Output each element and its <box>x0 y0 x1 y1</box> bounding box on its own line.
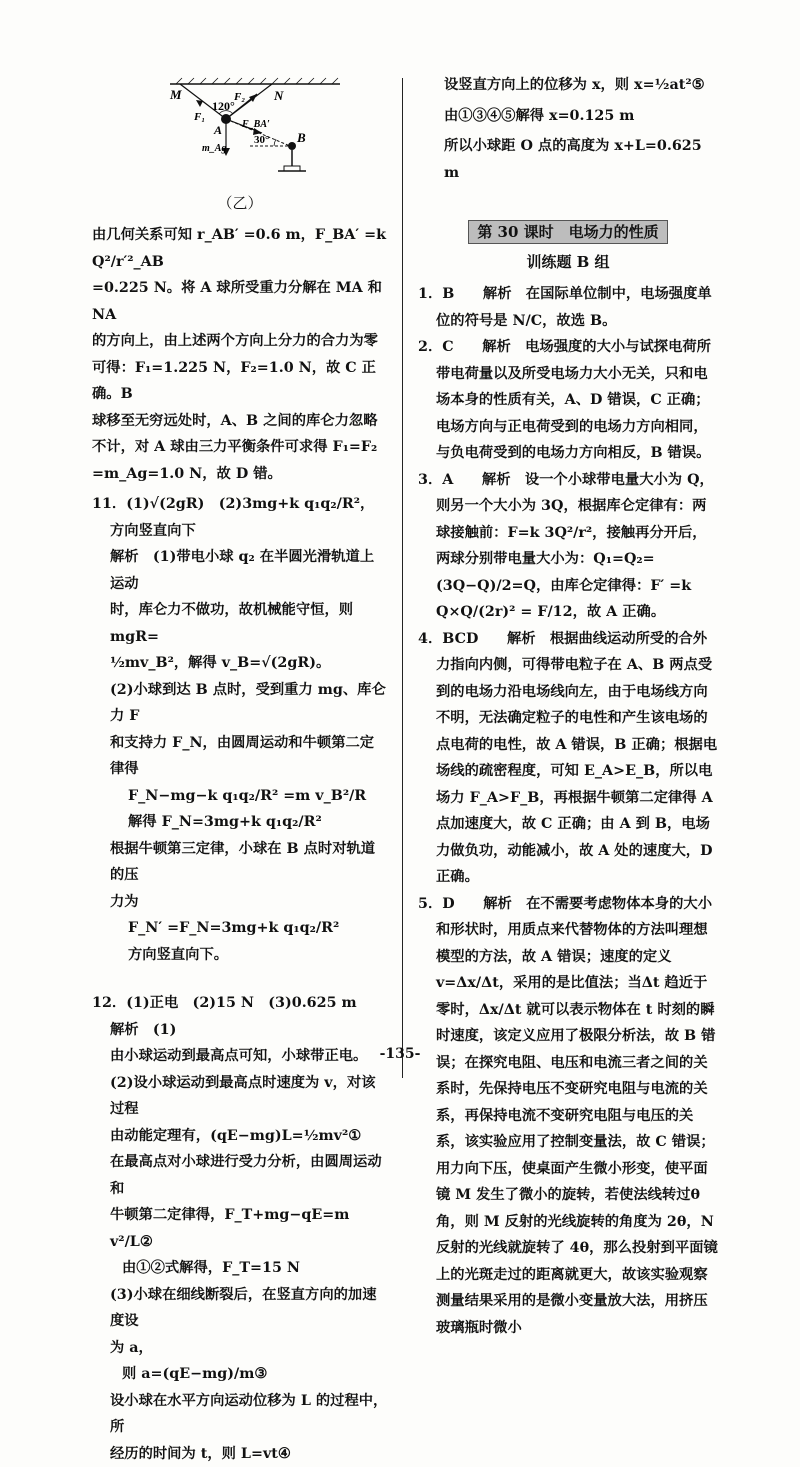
figure-caption: （乙） <box>92 190 388 217</box>
text-line: 解析 (1)带电小球 q₂ 在半圆光滑轨道上运动 <box>92 544 388 597</box>
label-FBA: F_BA′ <box>241 119 270 130</box>
text-line: 由①③④⑤解得 x=0.125 m <box>418 103 718 130</box>
answer-item: 4．BCD 解析 根据曲线运动所受的合外力指向内侧，可得带电粒子在 A、B 两点受到的电场力沿电场线向左，由于电场线方向不明，无法确定粒子的电性和产生该电场的点电荷的电性，故 A 错误，B 正确；根据电场线的疏密程度，可知 E_A>E_B，所以电场力 F_A>F_B，再根据牛顿第二定律得 A 点加速度大，故 C 正确；由 A 到 B，电场力做负功，动能减小，故 A 处的速度大，D 正确。 <box>418 626 718 891</box>
force-diagram <box>92 72 388 222</box>
equation-line: F_N−mg−k q₁q₂/R² =m v_B²/R <box>92 783 388 810</box>
question-12-answer: 12．(1)正电 (2)15 N (3)0.625 m 解析 (1) <box>92 990 388 1043</box>
text-line: 经历的时间为 t，则 L=vt④ <box>92 1441 388 1467</box>
text-line: 在最高点对小球进行受力分析，由圆周运动和 <box>92 1149 388 1202</box>
text-line: 和支持力 F_N，由圆周运动和牛顿第二定律得 <box>92 730 388 783</box>
label-F1: F₁ <box>193 111 205 123</box>
equation-line: 解得 F_N=3mg+k q₁q₂/R² <box>92 809 388 836</box>
text-line: 不计，对 A 球由三力平衡条件可求得 F₁=F₂ <box>92 434 388 461</box>
text-line: (2)设小球运动到最高点时速度为 v，对该过程 <box>92 1070 388 1123</box>
text-line: ½mv_B²，解得 v_B=√(2gR)。 <box>92 650 388 677</box>
answer-item: 1．B 解析 在国际单位制中，电场强度单位的符号是 N/C，故选 B。 <box>418 281 718 334</box>
text-line: 时，库仑力不做功，故机械能守恒，则 mgR= <box>92 597 388 650</box>
label-A: A <box>213 123 222 137</box>
text-line: 所以小球距 O 点的高度为 x+L=0.625 m <box>418 133 718 186</box>
text-line: 为 a， <box>92 1335 388 1362</box>
text-line: 可得：F₁=1.225 N，F₂=1.0 N，故 C 正确。B <box>92 355 388 408</box>
label-M: M <box>169 87 182 102</box>
section-subheading: 训练题 B 组 <box>418 249 718 276</box>
label-N: N <box>273 88 284 103</box>
label-mAg: m_Ag <box>202 143 226 154</box>
text-line: 球移至无穷远处时，A、B 之间的库仑力忽略 <box>92 408 388 435</box>
column-divider <box>402 78 403 1078</box>
text-line: 牛顿第二定律得，F_T+mg−qE=m v²/L② <box>92 1202 388 1255</box>
text-line: 根据牛顿第三定律，小球在 B 点时对轨道的压 <box>92 836 388 889</box>
text-line: 由几何关系可知 r_AB′ =0.6 m，F_BA′ =k Q²/r′²_AB <box>92 222 388 275</box>
text-line: =m_Ag=1.0 N，故 D 错。 <box>92 461 388 488</box>
label-angle-top: 120° <box>212 99 235 113</box>
text-line: 由①②式解得，F_T=15 N <box>92 1255 388 1282</box>
lesson-banner <box>418 220 718 247</box>
text-line: 力为 <box>92 889 388 916</box>
text-line: 方向竖直向下。 <box>92 942 388 969</box>
label-B: B <box>296 130 306 145</box>
equation-line: 则 a=(qE−mg)/m③ <box>92 1361 388 1388</box>
text-line: (2)小球到达 B 点时，受到重力 mg、库仑力 F <box>92 677 388 730</box>
text-line: 由小球运动到最高点可知，小球带正电。 <box>92 1043 388 1070</box>
right-column <box>418 72 718 1341</box>
label-angle-b: 30° <box>254 134 269 146</box>
text-line: =0.225 N。将 A 球所受重力分解在 MA 和 NA <box>92 275 388 328</box>
left-column <box>92 72 388 1467</box>
force-diagram-svg <box>92 72 388 190</box>
label-F2: F₂ <box>233 91 245 103</box>
lesson-title: 第 30 课时 电场力的性质 <box>468 220 667 244</box>
question-11-answer: 11．(1)√(2gR) (2)3mg+k q₁q₂/R²，方向竖直向下 <box>92 491 388 544</box>
text-line: 的方向上，由上述两个方向上分力的合力为零 <box>92 328 388 355</box>
page-number: -135- <box>0 1046 800 1062</box>
answer-item: 5．D 解析 在不需要考虑物体本身的大小和形状时，用质点来代替物体的方法叫理想模型的方法，故 A 错误；速度的定义 v=Δx/Δt，采用的是比值法；当Δt 趋近于零时，Δx/Δt 就可以表示物体在 t 时刻的瞬时速度，该定义应用了极限分析法，故 B 错误；在探究电阻、电压和电流三者之间的关系时，先保持电压不变研究电阻与电流的关系，再保持电流不变研究电阻与电压的关系，该实验应用了控制变量法，故 C 错误；用力向下压，使桌面产生微小形变，使平面镜 M 发生了微小的旋转，若使法线转过θ角，则 M 反射的光线旋转的角度为 2θ，N 反射的光线就旋转了 4θ，那么投射到平面镜上的光斑走过的距离就更大，故该实验观察测量结果采用的是微小变量放大法，用挤压玻璃瓶时微小 <box>418 891 718 1342</box>
answer-item: 2．C 解析 电场强度的大小与试探电荷所带电荷量以及所受电场力大小无关，只和电场本身的性质有关，A、D 错误，C 正确；电场方向与正电荷受到的电场力方向相同，与负电荷受到的电场力方向相反，B 错误。 <box>418 334 718 467</box>
equation-line: F_N′ =F_N=3mg+k q₁q₂/R² <box>92 915 388 942</box>
text-line: 设小球在水平方向运动位移为 L 的过程中，所 <box>92 1388 388 1441</box>
answer-item: 3．A 解析 设一个小球带电量大小为 Q，则另一个大小为 3Q，根据库仑定律有：两球接触前：F=k 3Q²/r²，接触再分开后，两球分别带电量大小为：Q₁=Q₂=(3Q−Q)/2=Q，由库仑定律得：F′ =k Q×Q/(2r)² = F/12，故 A 正确。 <box>418 467 718 626</box>
text-line: 设竖直方向上的位移为 x，则 x=½at²⑤ <box>418 72 718 99</box>
text-line: 由动能定理有，(qE−mg)L=½mv²① <box>92 1123 388 1150</box>
text-line: (3)小球在细线断裂后，在竖直方向的加速度设 <box>92 1282 388 1335</box>
